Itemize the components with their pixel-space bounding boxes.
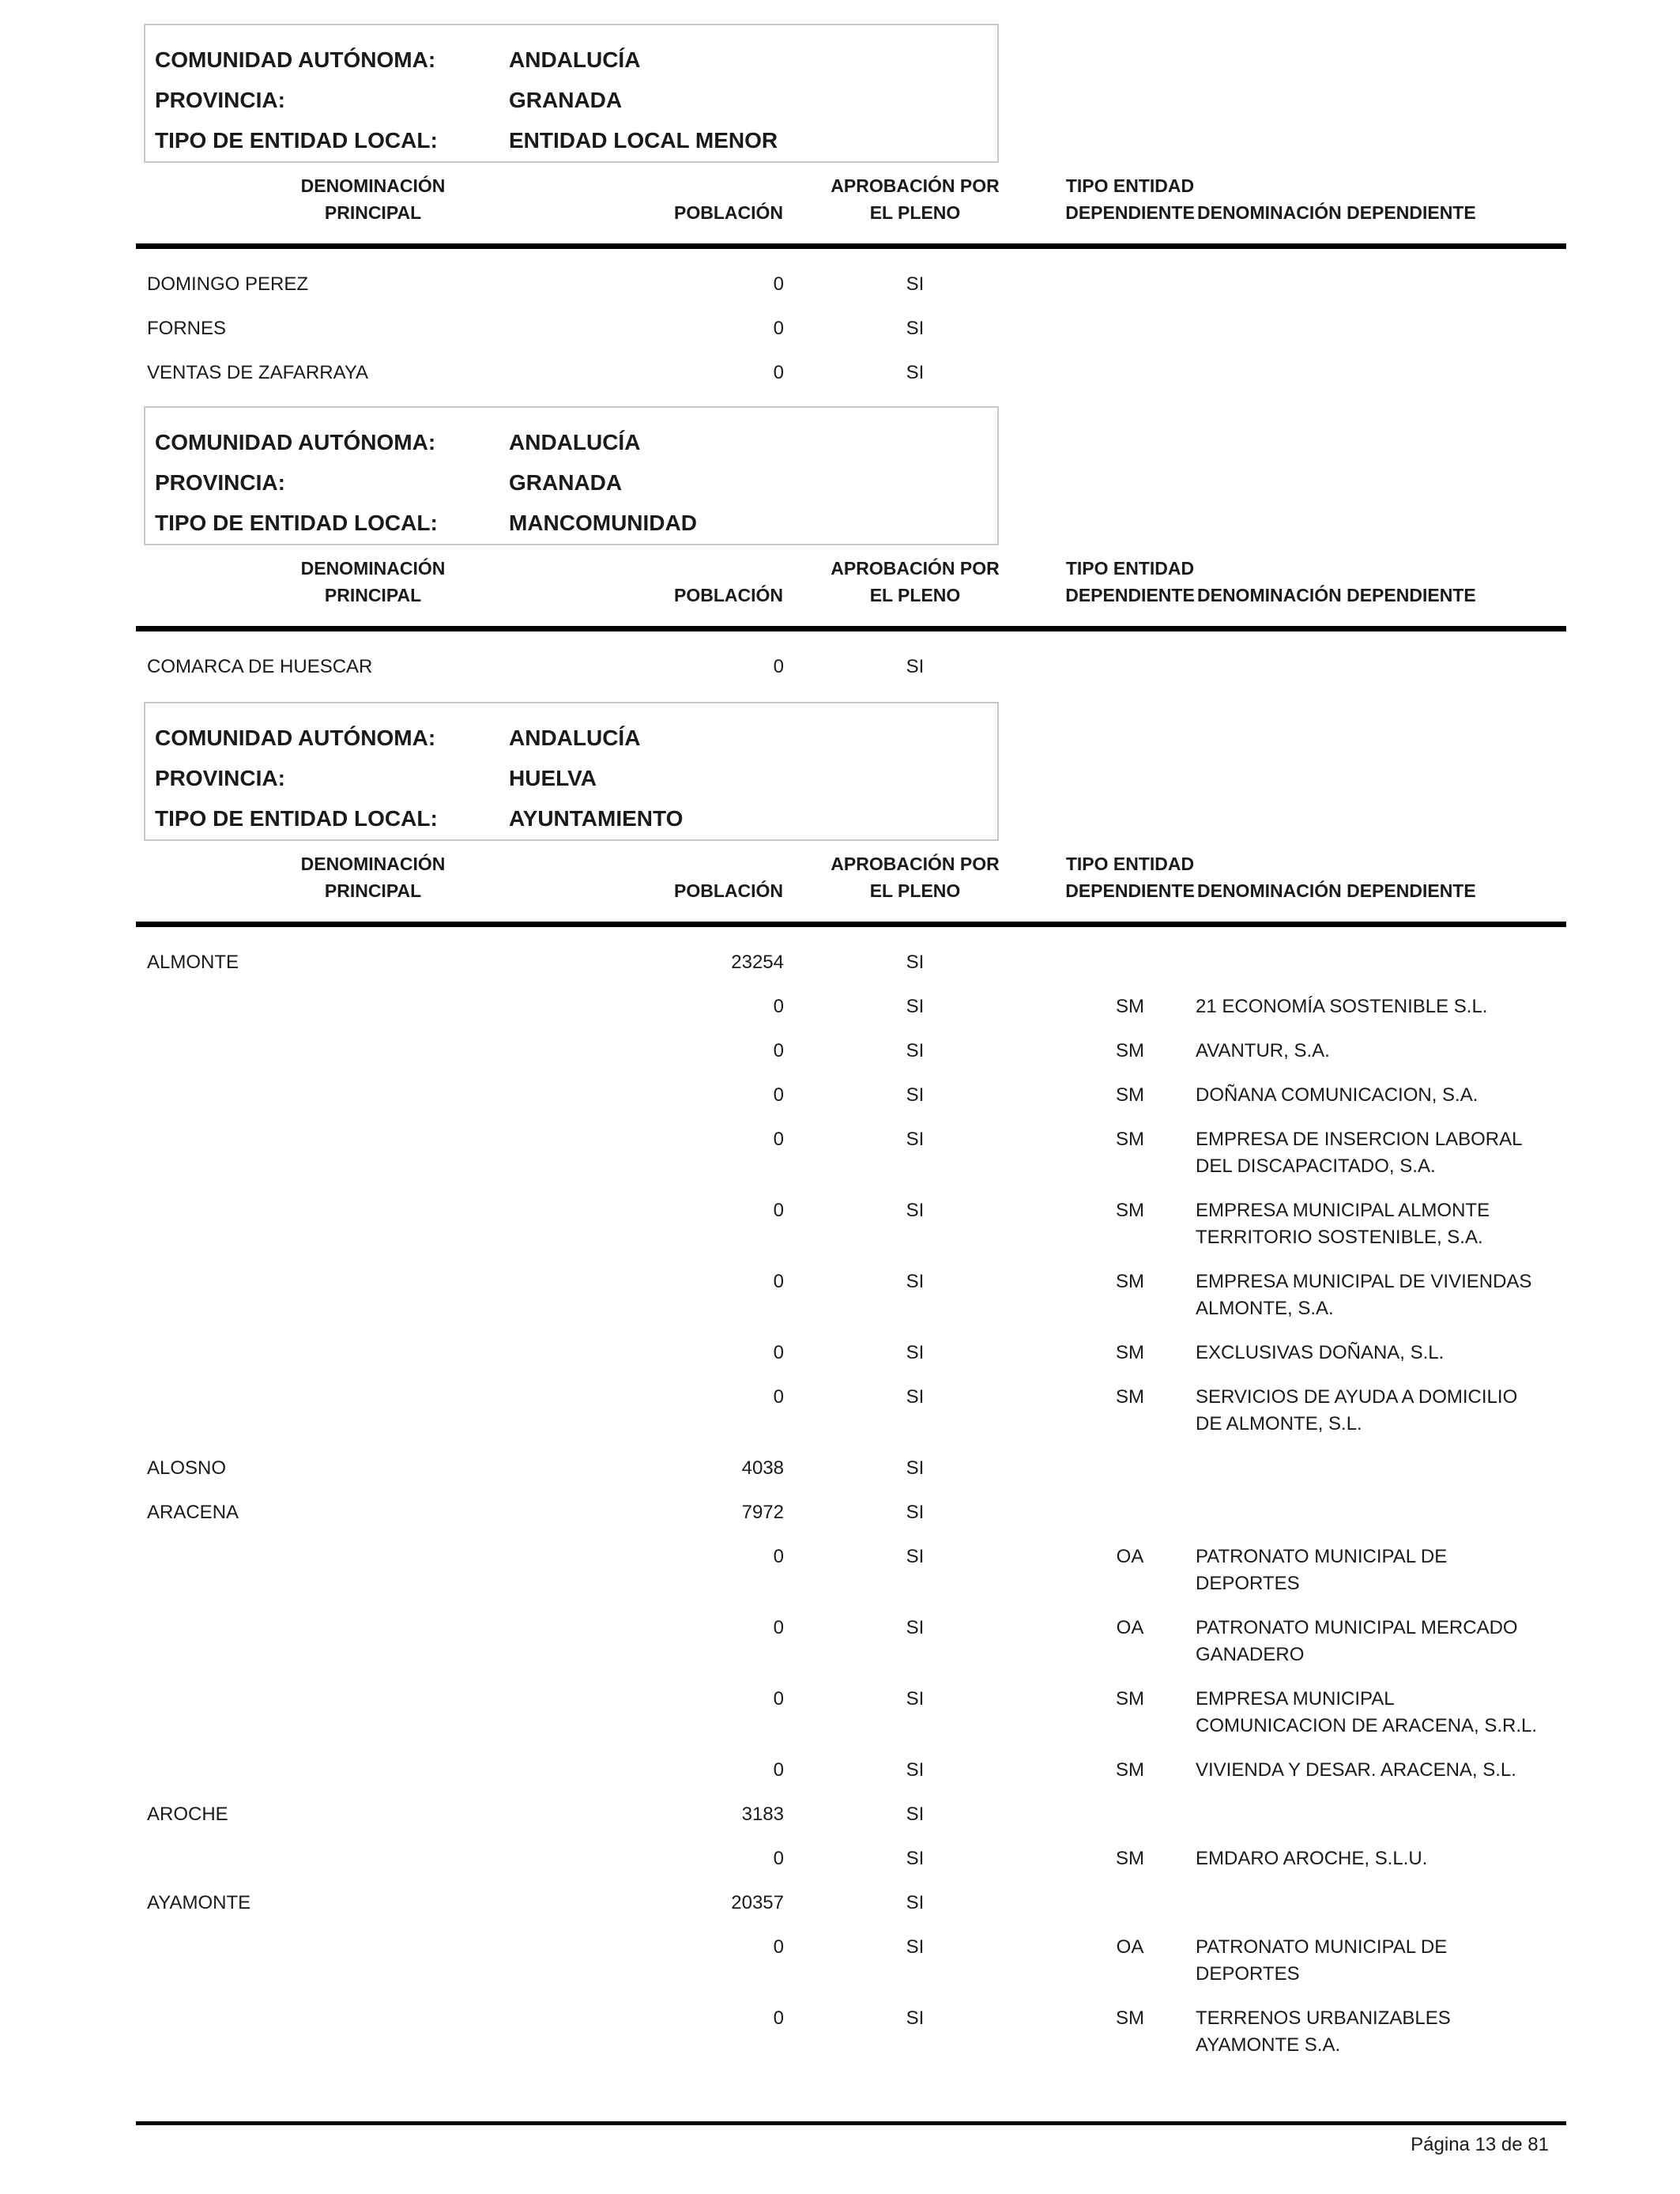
- header-denominacion-dependiente: DENOMINACIÓN DEPENDIENTE: [1197, 585, 1476, 605]
- cell-aprobacion: SI: [906, 952, 925, 973]
- cell-denominacion-principal: ALOSNO: [147, 1457, 227, 1479]
- header-aprobacion-line1: APROBACIÓN POR: [831, 854, 1000, 874]
- cell-tipo-entidad: OA: [1116, 1617, 1144, 1638]
- cell-aprobacion: SI: [906, 996, 925, 1017]
- tipo-entidad-label: TIPO DE ENTIDAD LOCAL:: [155, 510, 438, 535]
- cell-aprobacion: SI: [906, 1688, 925, 1710]
- header-aprobacion: [816, 172, 1015, 226]
- dependiente-line1: DOÑANA COMUNICACION, S.A.: [1196, 1084, 1478, 1106]
- cell-poblacion: 0: [773, 1848, 784, 1869]
- cell-tipo-entidad: SM: [1116, 996, 1144, 1017]
- cell-denominacion-dependiente: [1196, 1269, 1559, 1322]
- table-row: [136, 993, 1566, 1038]
- comunidad-value: ANDALUCÍA: [509, 429, 641, 454]
- dependiente-line2: ALMONTE, S.A.: [1196, 1298, 1334, 1319]
- cell-poblacion: 0: [773, 1084, 784, 1106]
- dependiente-line1: TERRENOS URBANIZABLES: [1196, 2007, 1451, 2029]
- cell-poblacion: 0: [773, 2007, 784, 2029]
- dependiente-line1: 21 ECONOMÍA SOSTENIBLE S.L.: [1196, 996, 1488, 1017]
- cell-aprobacion: SI: [906, 1936, 925, 1958]
- header-tipo-line1: TIPO ENTIDAD: [1065, 558, 1195, 579]
- header-tipo-line2: DEPENDIENTE: [1065, 880, 1195, 901]
- tipo-entidad-label: TIPO DE ENTIDAD LOCAL:: [155, 127, 438, 153]
- cell-poblacion: 0: [773, 1386, 784, 1408]
- cell-poblacion: 0: [773, 1200, 784, 1221]
- table-row: [136, 1686, 1566, 1757]
- section-granada-entidad-local-menor: [136, 24, 1566, 404]
- header-aprobacion-line2: EL PLENO: [869, 880, 961, 901]
- section-huelva-ayuntamiento: [136, 702, 1566, 2076]
- cell-denominacion-principal: VENTAS DE ZAFARRAYA: [147, 362, 369, 383]
- comunidad-value: ANDALUCÍA: [509, 725, 641, 750]
- cell-aprobacion: SI: [906, 2007, 925, 2029]
- footer-divider: [136, 2121, 1566, 2125]
- provincia-label: PROVINCIA:: [155, 469, 285, 495]
- table-row: [136, 1269, 1566, 1340]
- cell-poblacion: 0: [773, 1342, 784, 1363]
- cell-poblacion: 0: [773, 1129, 784, 1150]
- provincia-label: PROVINCIA:: [155, 87, 285, 112]
- cell-tipo-entidad: SM: [1116, 1040, 1144, 1061]
- provincia-value: HUELVA: [509, 765, 597, 790]
- dependiente-line1: EMDARO AROCHE, S.L.U.: [1196, 1848, 1428, 1869]
- provincia-label: PROVINCIA:: [155, 765, 285, 790]
- cell-denominacion-principal: ARACENA: [147, 1502, 239, 1523]
- cell-denominacion-dependiente: [1196, 1544, 1559, 1597]
- cell-poblacion: 4038: [741, 1457, 784, 1479]
- tipo-entidad-row: [155, 503, 997, 543]
- header-tipo-line1: TIPO ENTIDAD: [1065, 854, 1195, 874]
- cell-aprobacion: SI: [906, 318, 925, 339]
- dependiente-line1: SERVICIOS DE AYUDA A DOMICILIO: [1196, 1386, 1518, 1408]
- dependiente-line2: DEPORTES: [1196, 1573, 1300, 1594]
- dependiente-line2: AYAMONTE S.A.: [1196, 2034, 1341, 2056]
- table-header: [136, 545, 1566, 626]
- cell-tipo-entidad: SM: [1116, 1759, 1144, 1781]
- cell-aprobacion: SI: [906, 273, 925, 295]
- cell-poblacion: 0: [773, 318, 784, 339]
- dependiente-line1: EMPRESA MUNICIPAL DE VIVIENDAS: [1196, 1271, 1532, 1292]
- table-row: [136, 1757, 1566, 1801]
- region-info-box: [144, 406, 999, 545]
- cell-poblacion: 0: [773, 1271, 784, 1292]
- cell-poblacion: 0: [773, 1936, 784, 1958]
- cell-poblacion: 0: [773, 1546, 784, 1567]
- cell-denominacion-principal: ALMONTE: [147, 952, 239, 973]
- cell-tipo-entidad: OA: [1116, 1546, 1144, 1567]
- cell-denominacion-dependiente: [1196, 1686, 1559, 1740]
- header-poblacion: POBLACIÓN: [674, 585, 783, 605]
- dependiente-line1: PATRONATO MUNICIPAL MERCADO: [1196, 1617, 1518, 1638]
- cell-aprobacion: SI: [906, 1271, 925, 1292]
- comunidad-label: COMUNIDAD AUTÓNOMA:: [155, 725, 436, 750]
- comunidad-label: COMUNIDAD AUTÓNOMA:: [155, 429, 436, 454]
- table-row: [136, 1890, 1566, 1934]
- provincia-row: [155, 758, 997, 798]
- cell-poblacion: 0: [773, 362, 784, 383]
- cell-aprobacion: SI: [906, 1892, 925, 1913]
- cell-denominacion-principal: AROCHE: [147, 1804, 228, 1825]
- cell-denominacion-dependiente: [1196, 2005, 1559, 2059]
- table-header: [136, 163, 1566, 243]
- header-tipo-line1: TIPO ENTIDAD: [1065, 175, 1195, 196]
- tipo-entidad-value: AYUNTAMIENTO: [509, 805, 684, 831]
- dependiente-line1: PATRONATO MUNICIPAL DE: [1196, 1546, 1448, 1567]
- header-aprobacion-line1: APROBACIÓN POR: [831, 558, 1000, 579]
- header-denominacion-dependiente: DENOMINACIÓN DEPENDIENTE: [1197, 880, 1476, 901]
- cell-aprobacion: SI: [906, 656, 925, 677]
- table-body: [136, 249, 1566, 404]
- cell-denominacion-dependiente: [1196, 993, 1559, 1020]
- cell-aprobacion: SI: [906, 1617, 925, 1638]
- header-denominacion-principal: DENOMINACIÓN PRINCIPAL: [300, 558, 446, 605]
- provincia-row: [155, 462, 997, 503]
- cell-denominacion-dependiente: [1196, 1082, 1559, 1109]
- table-row: [136, 1544, 1566, 1615]
- table-row: [136, 1384, 1566, 1455]
- cell-denominacion-dependiente: [1196, 1757, 1559, 1784]
- table-row: [136, 360, 1566, 404]
- tipo-entidad-row: [155, 120, 997, 160]
- comunidad-row: [155, 422, 997, 462]
- cell-aprobacion: SI: [906, 1546, 925, 1567]
- cell-poblacion: 0: [773, 1040, 784, 1061]
- cell-aprobacion: SI: [906, 1040, 925, 1061]
- table-row: [136, 1801, 1566, 1845]
- cell-denominacion-principal: FORNES: [147, 318, 227, 339]
- table-body: [136, 927, 1566, 2076]
- header-aprobacion-line2: EL PLENO: [869, 585, 961, 605]
- cell-tipo-entidad: SM: [1116, 2007, 1144, 2029]
- cell-poblacion: 0: [773, 996, 784, 1017]
- region-info-box: [144, 24, 999, 163]
- comunidad-row: [155, 718, 997, 758]
- table-row: [136, 1340, 1566, 1384]
- page-number: Página 13 de 81: [1411, 2134, 1549, 2155]
- table-row: [136, 1499, 1566, 1544]
- cell-poblacion: 0: [773, 656, 784, 677]
- table-row: [136, 1126, 1566, 1197]
- region-info-box: [144, 702, 999, 841]
- cell-tipo-entidad: SM: [1116, 1688, 1144, 1710]
- cell-tipo-entidad: SM: [1116, 1084, 1144, 1106]
- table-row: [136, 1934, 1566, 2005]
- comunidad-row: [155, 40, 997, 80]
- cell-aprobacion: SI: [906, 1502, 925, 1523]
- table-body: [136, 631, 1566, 698]
- header-denominacion-principal: DENOMINACIÓN PRINCIPAL: [300, 854, 446, 901]
- dependiente-line1: PATRONATO MUNICIPAL DE: [1196, 1936, 1448, 1958]
- header-aprobacion-line1: APROBACIÓN POR: [831, 175, 1000, 196]
- dependiente-line1: VIVIENDA Y DESAR. ARACENA, S.L.: [1196, 1759, 1516, 1781]
- comunidad-value: ANDALUCÍA: [509, 47, 641, 72]
- table-row: [136, 1615, 1566, 1686]
- cell-aprobacion: SI: [906, 1084, 925, 1106]
- dependiente-line1: EMPRESA DE INSERCION LABORAL: [1196, 1129, 1523, 1150]
- header-tipo-line2: DEPENDIENTE: [1065, 585, 1195, 605]
- cell-tipo-entidad: SM: [1116, 1129, 1144, 1150]
- dependiente-line1: EMPRESA MUNICIPAL: [1196, 1688, 1395, 1710]
- dependiente-line1: EXCLUSIVAS DOÑANA, S.L.: [1196, 1342, 1445, 1363]
- table-header: [136, 841, 1566, 922]
- table-row: [136, 1845, 1566, 1890]
- cell-denominacion-dependiente: [1196, 1934, 1559, 1988]
- header-divider: [136, 922, 1566, 927]
- table-row: [136, 654, 1566, 698]
- cell-aprobacion: SI: [906, 1129, 925, 1150]
- cell-aprobacion: SI: [906, 1759, 925, 1781]
- header-denominacion-principal: DENOMINACIÓN PRINCIPAL: [300, 175, 446, 223]
- comunidad-label: COMUNIDAD AUTÓNOMA:: [155, 47, 436, 72]
- cell-denominacion-dependiente: [1196, 1038, 1559, 1065]
- cell-poblacion: 0: [773, 1617, 784, 1638]
- table-row: [136, 1082, 1566, 1126]
- table-row: [136, 315, 1566, 360]
- cell-denominacion-dependiente: [1196, 1197, 1559, 1251]
- cell-poblacion: 0: [773, 273, 784, 295]
- cell-denominacion-dependiente: [1196, 1340, 1559, 1367]
- cell-denominacion-dependiente: [1196, 1845, 1559, 1872]
- table-row: [136, 271, 1566, 315]
- cell-tipo-entidad: SM: [1116, 1200, 1144, 1221]
- table-row: [136, 1038, 1566, 1082]
- table-row: [136, 2005, 1566, 2076]
- header-tipo-line2: DEPENDIENTE: [1065, 202, 1195, 223]
- header-aprobacion: [816, 555, 1015, 609]
- tipo-entidad-row: [155, 798, 997, 839]
- header-aprobacion-line2: EL PLENO: [869, 202, 961, 223]
- dependiente-line2: GANADERO: [1196, 1644, 1305, 1665]
- cell-poblacion: 0: [773, 1759, 784, 1781]
- tipo-entidad-label: TIPO DE ENTIDAD LOCAL:: [155, 805, 438, 831]
- cell-denominacion-dependiente: [1196, 1384, 1559, 1438]
- cell-denominacion-dependiente: [1196, 1615, 1559, 1668]
- dependiente-line1: EMPRESA MUNICIPAL ALMONTE: [1196, 1200, 1490, 1221]
- header-divider: [136, 626, 1566, 631]
- table-row: [136, 949, 1566, 993]
- header-aprobacion: [816, 850, 1015, 904]
- cell-poblacion: 23254: [731, 952, 784, 973]
- provincia-row: [155, 80, 997, 120]
- cell-poblacion: 0: [773, 1688, 784, 1710]
- provincia-value: GRANADA: [509, 87, 623, 112]
- header-denominacion-dependiente: DENOMINACIÓN DEPENDIENTE: [1197, 202, 1476, 223]
- cell-aprobacion: SI: [906, 1342, 925, 1363]
- dependiente-line1: AVANTUR, S.A.: [1196, 1040, 1330, 1061]
- cell-aprobacion: SI: [906, 362, 925, 383]
- cell-denominacion-principal: COMARCA DE HUESCAR: [147, 656, 373, 677]
- dependiente-line2: DE ALMONTE, S.L.: [1196, 1413, 1362, 1434]
- cell-aprobacion: SI: [906, 1200, 925, 1221]
- cell-aprobacion: SI: [906, 1848, 925, 1869]
- dependiente-line2: COMUNICACION DE ARACENA, S.R.L.: [1196, 1715, 1538, 1736]
- header-poblacion: POBLACIÓN: [674, 880, 783, 901]
- cell-tipo-entidad: SM: [1116, 1848, 1144, 1869]
- cell-aprobacion: SI: [906, 1457, 925, 1479]
- cell-tipo-entidad: SM: [1116, 1342, 1144, 1363]
- cell-denominacion-principal: DOMINGO PEREZ: [147, 273, 309, 295]
- cell-denominacion-principal: AYAMONTE: [147, 1892, 251, 1913]
- cell-poblacion: 20357: [731, 1892, 784, 1913]
- dependiente-line2: DEPORTES: [1196, 1963, 1300, 1985]
- cell-aprobacion: SI: [906, 1386, 925, 1408]
- provincia-value: GRANADA: [509, 469, 623, 495]
- cell-denominacion-dependiente: [1196, 1126, 1559, 1180]
- cell-tipo-entidad: SM: [1116, 1271, 1144, 1292]
- header-divider: [136, 243, 1566, 249]
- table-row: [136, 1455, 1566, 1499]
- cell-poblacion: 3183: [741, 1804, 784, 1825]
- cell-poblacion: 7972: [741, 1502, 784, 1523]
- tipo-entidad-value: MANCOMUNIDAD: [509, 510, 697, 535]
- cell-tipo-entidad: OA: [1116, 1936, 1144, 1958]
- dependiente-line2: DEL DISCAPACITADO, S.A.: [1196, 1155, 1436, 1177]
- tipo-entidad-value: ENTIDAD LOCAL MENOR: [509, 127, 778, 153]
- table-row: [136, 1197, 1566, 1269]
- header-poblacion: POBLACIÓN: [674, 202, 783, 223]
- cell-aprobacion: SI: [906, 1804, 925, 1825]
- cell-tipo-entidad: SM: [1116, 1386, 1144, 1408]
- section-granada-mancomunidad: [136, 406, 1566, 698]
- dependiente-line2: TERRITORIO SOSTENIBLE, S.A.: [1196, 1227, 1483, 1248]
